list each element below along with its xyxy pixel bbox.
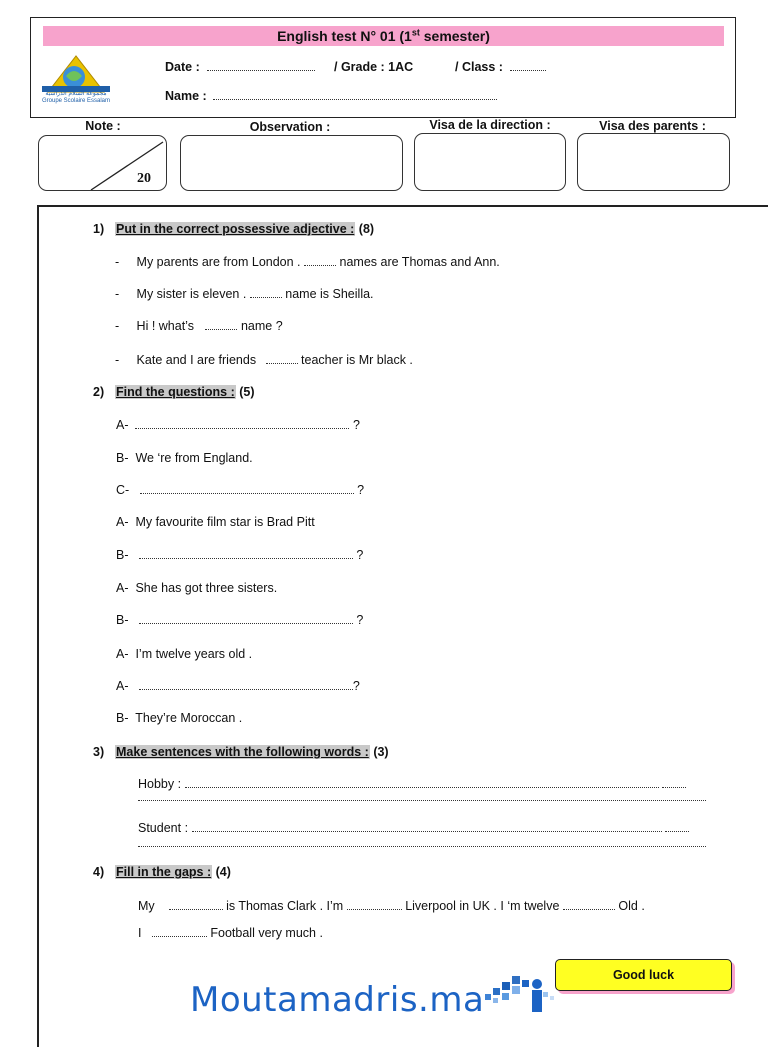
- q2-item: A- I’m twelve years old .: [116, 647, 253, 661]
- observation-label: Observation :: [249, 120, 331, 134]
- q4-heading: 4) Fill in the gaps : (4): [93, 865, 231, 879]
- q2-item: B- We ‘re from England.: [116, 451, 253, 465]
- q2-item: B- ?: [116, 548, 364, 562]
- note-label: Note :: [85, 119, 121, 133]
- q1-item: - My parents are from London . names are Thomas and Ann.: [115, 255, 500, 269]
- logo-french-text: Groupe Scolaire Essalam: [41, 98, 111, 104]
- q4-line-2: I Football very much .: [138, 926, 323, 940]
- q2-item: A- My favourite film star is Brad Pitt: [116, 515, 315, 529]
- parents-box: [577, 133, 730, 191]
- q3-heading: 3) Make sentences with the following words : (3): [93, 745, 389, 759]
- q4-line-1: My is Thomas Clark . I’m Liverpool in UK . I ‘m twelve Old .: [138, 899, 645, 913]
- note-total: 20: [137, 171, 151, 186]
- q1-heading: 1) Put in the correct possessive adjective : (8): [93, 222, 375, 236]
- grade-label: / Grade : 1AC: [334, 60, 414, 74]
- brand-watermark: Moutamadris.ma: [190, 980, 485, 1020]
- q2-heading: 2) Find the questions : (5): [93, 385, 255, 399]
- observation-box: [180, 135, 403, 191]
- q1-item: - My sister is eleven . name is Sheilla.: [115, 287, 374, 301]
- note-box: [38, 135, 167, 191]
- q3-hobby-line: Hobby :: [138, 777, 686, 791]
- school-logo: [38, 52, 114, 104]
- logo-arabic-text: مجموعة السلام الدراسية: [45, 91, 107, 97]
- q3-dotted-line: [138, 800, 706, 801]
- q3-student-line: Student :: [138, 821, 689, 835]
- q2-item: B- ?: [116, 613, 364, 627]
- q2-item: A- ?: [116, 418, 360, 432]
- name-field: Name :: [165, 89, 497, 103]
- q2-item: C- ?: [116, 483, 365, 497]
- class-field: / Class :: [455, 60, 546, 74]
- q2-item: A- She has got three sisters.: [116, 581, 278, 595]
- test-title: English test N° 01 (1st semester): [43, 26, 724, 46]
- q1-item: - Hi ! what’s name ?: [115, 319, 283, 333]
- q3-dotted-line: [138, 846, 706, 847]
- good-luck-box: Good luck: [555, 959, 732, 991]
- direction-label: Visa de la direction :: [429, 118, 551, 132]
- q2-item: B- They’re Moroccan .: [116, 711, 243, 725]
- pixel-figure-icon: [485, 972, 575, 1024]
- date-field: Date :: [165, 60, 315, 74]
- direction-box: [414, 133, 566, 191]
- q2-item: A- ?: [116, 679, 360, 693]
- parents-label: Visa des parents :: [599, 119, 706, 133]
- q1-item: - Kate and I are friends teacher is Mr black .: [115, 353, 413, 367]
